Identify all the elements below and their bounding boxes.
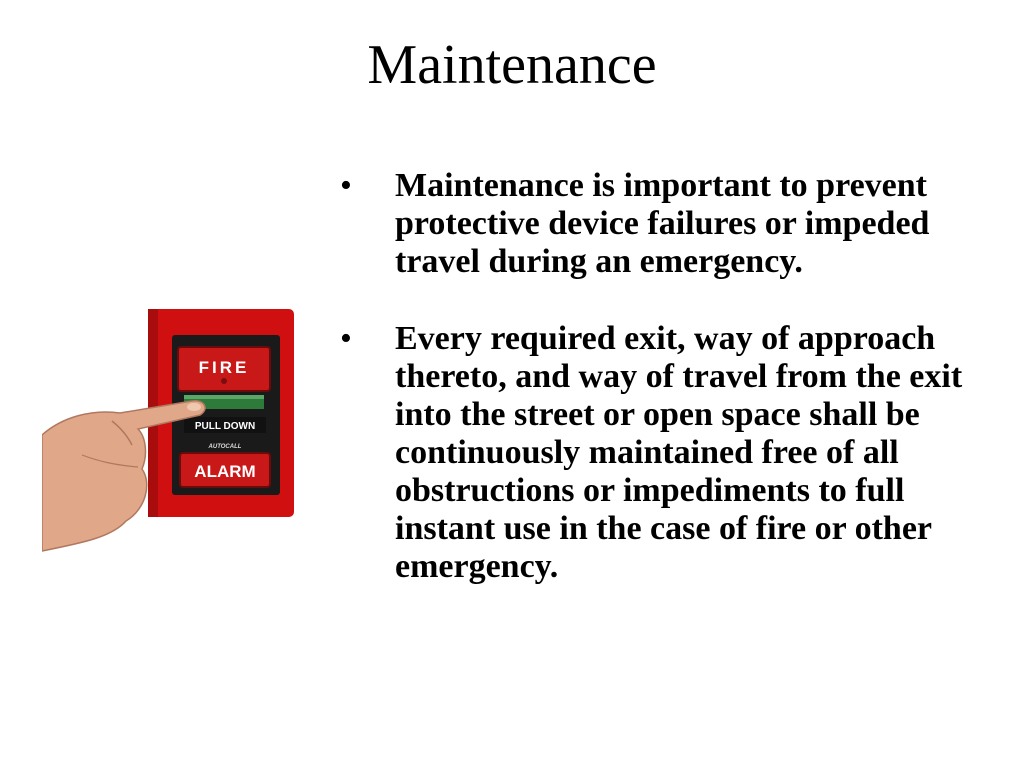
pull-handle-highlight [184, 395, 264, 399]
brand-label: AUTOCALL [208, 444, 242, 450]
bullet-marker: • [340, 320, 352, 357]
bullet-text: Maintenance is important to prevent protective device failures or impeded travel during an emergency. [395, 167, 930, 280]
bullet-list [334, 167, 994, 625]
alarm-label: ALARM [194, 462, 256, 481]
bullet-text: Every required exit, way of approach thereto, and way of travel from the exit into the street or open space shall be continuously maintained free of all obstructions or impediments to full instant use in the case of fire or other emergency. [395, 320, 963, 585]
slide-title: Maintenance [367, 34, 657, 96]
bullet-item [334, 167, 994, 281]
fire-plate-screw [221, 378, 227, 384]
fire-alarm-pull-station-image [42, 305, 294, 555]
fire-label: FIRE [198, 358, 250, 377]
fingernail [187, 403, 201, 411]
bullet-marker: • [340, 167, 352, 204]
pull-down-label: PULL DOWN [194, 421, 256, 432]
bullet-item [334, 320, 994, 586]
